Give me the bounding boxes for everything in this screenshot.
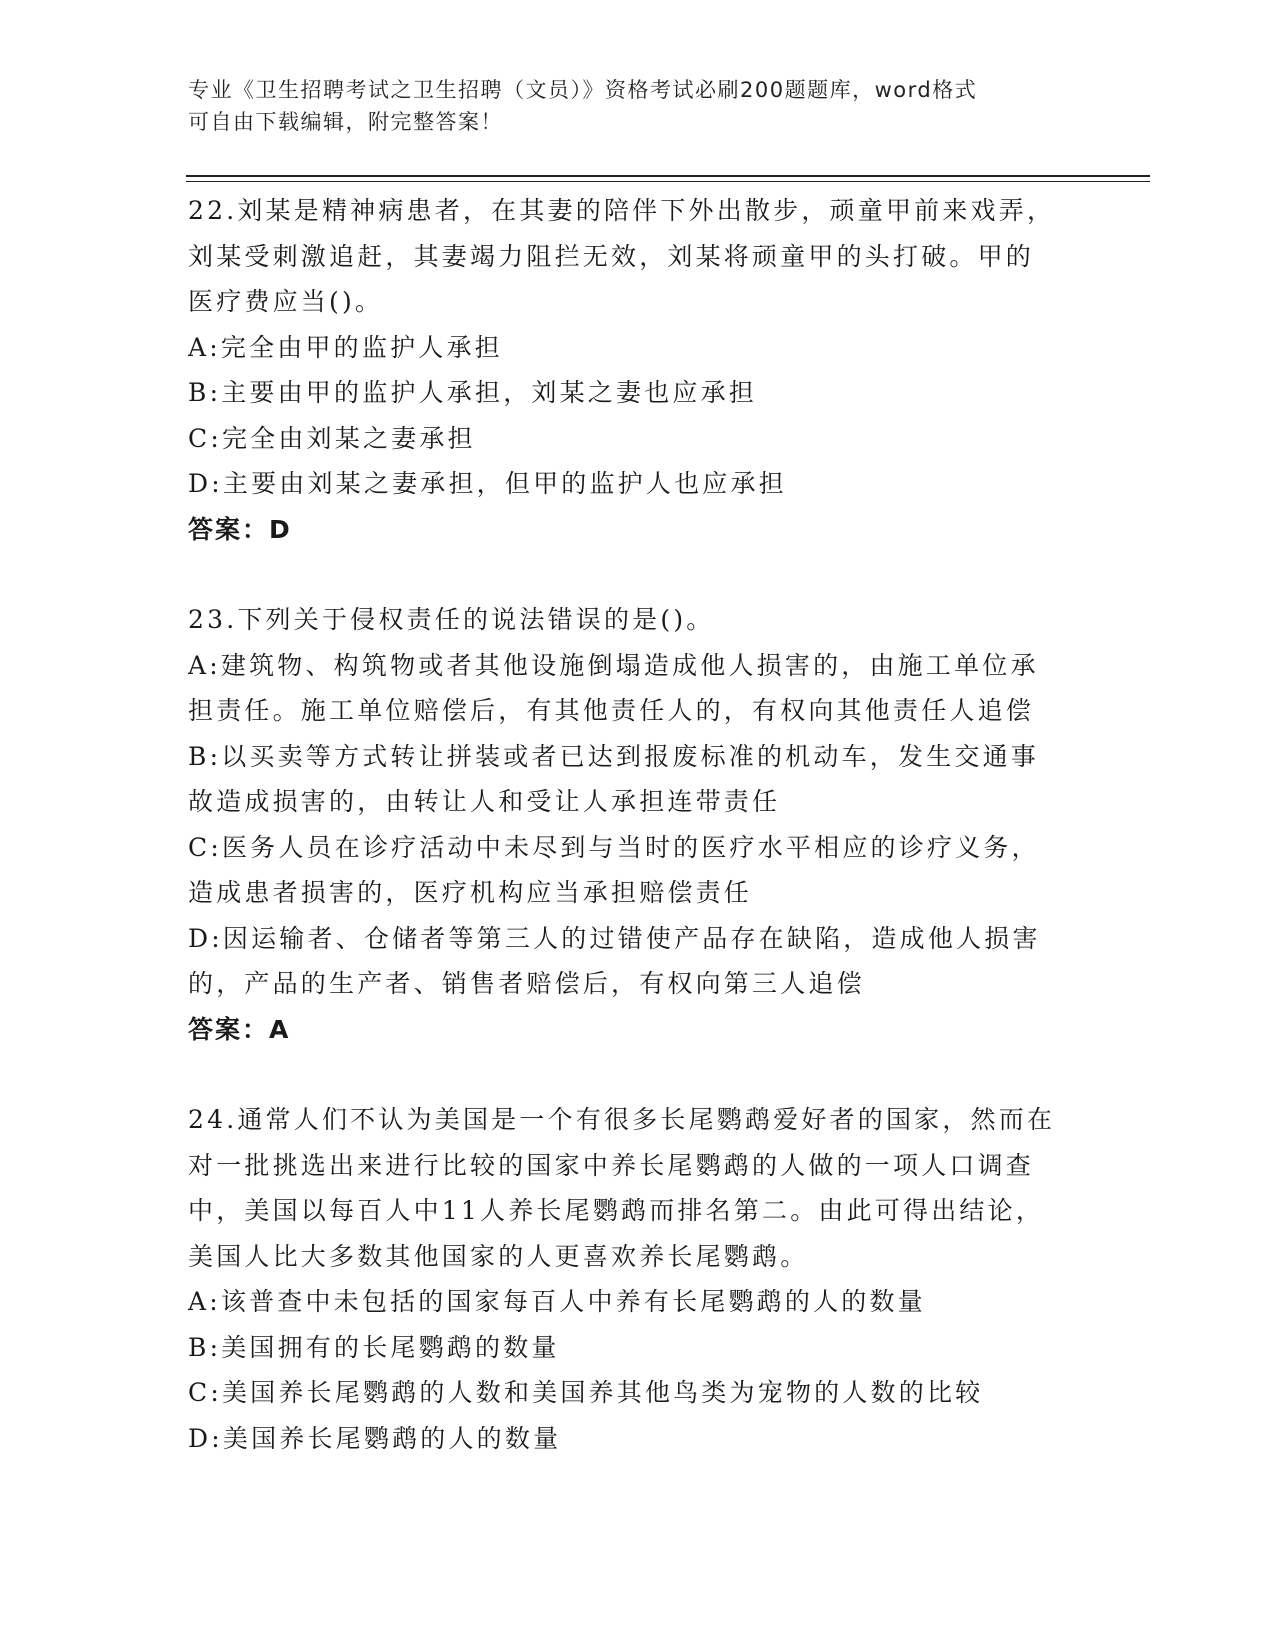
- question-list: [188, 188, 1088, 1506]
- question-stem-line: 对一批挑选出来进行比较的国家中养长尾鹦鹉的人做的一项人口调查: [188, 1150, 1035, 1180]
- header-divider-thick: [186, 175, 1150, 177]
- option-d: D:美国养长尾鹦鹉的人的数量: [188, 1423, 562, 1453]
- option-d-continued: 的，产品的生产者、销售者赔偿后，有权向第三人追偿: [188, 969, 865, 998]
- question-stem-line: 中，美国以每百人中11人养长尾鹦鹉而排名第二。由此可得出结论，: [188, 1196, 1045, 1225]
- header-line-1: 专业《卫生招聘考试之卫生招聘（文员）》资格考试必刷200题题库，word格式: [188, 78, 978, 102]
- document-header: [188, 74, 1068, 138]
- option-a-continued: 担责任。施工单位赔偿后，有其他责任人的，有权向其他责任人追偿: [188, 696, 1035, 725]
- question-24: [188, 1097, 1088, 1461]
- option-c: C:医务人员在诊疗活动中未尽到与当时的医疗水平相应的诊疗义务，: [188, 832, 1040, 862]
- option-d: D:主要由刘某之妻承担，但甲的监护人也应承担: [188, 469, 787, 498]
- option-b-continued: 故造成损害的，由转让人和受让人承担连带责任: [188, 787, 781, 816]
- question-22: [188, 188, 1088, 552]
- option-a: A:该普查中未包括的国家每百人中养有长尾鹦鹉的人的数量: [188, 1287, 926, 1316]
- option-a: A:建筑物、构筑物或者其他设施倒塌造成他人损害的，由施工单位承: [188, 650, 1039, 680]
- option-b: B:主要由甲的监护人承担，刘某之妻也应承担: [188, 378, 757, 407]
- option-b: B:以买卖等方式转让拼装或者已达到报废标准的机动车，发生交通事: [188, 741, 1039, 771]
- question-stem-line: 24.通常人们不认为美国是一个有很多长尾鹦鹉爱好者的国家，然而在: [188, 1105, 1056, 1134]
- option-a: A:完全由甲的监护人承担: [188, 332, 503, 362]
- answer-label: 答案：D: [188, 514, 292, 544]
- header-line-2: 可自由下载编辑，附完整答案！: [188, 110, 503, 134]
- question-stem-line: 刘某受刺激追赶，其妻竭力阻拦无效，刘某将顽童甲的头打破。甲的: [188, 241, 1035, 271]
- answer-label: 答案：A: [188, 1014, 291, 1044]
- option-b: B:美国拥有的长尾鹦鹉的数量: [188, 1332, 560, 1362]
- option-c: C:美国养长尾鹦鹉的人数和美国养其他鸟类为宠物的人数的比较: [188, 1378, 984, 1407]
- option-d: D:因运输者、仓储者等第三人的过错使产品存在缺陷，造成他人损害: [188, 923, 1041, 953]
- header-divider-thin: [186, 181, 1150, 182]
- question-stem-line: 医疗费应当()。: [188, 287, 384, 316]
- question-stem-line: 22.刘某是精神病患者，在其妻的陪伴下外出散步，顽童甲前来戏弄，: [188, 196, 1056, 225]
- question-23: [188, 597, 1088, 1052]
- question-stem-line: 23.下列关于侵权责任的说法错误的是()。: [188, 605, 715, 634]
- option-c: C:完全由刘某之妻承担: [188, 423, 476, 453]
- question-stem-line: 美国人比大多数其他国家的人更喜欢养长尾鹦鹉。: [188, 1241, 809, 1271]
- option-c-continued: 造成患者损害的，医疗机构应当承担赔偿责任: [188, 878, 753, 907]
